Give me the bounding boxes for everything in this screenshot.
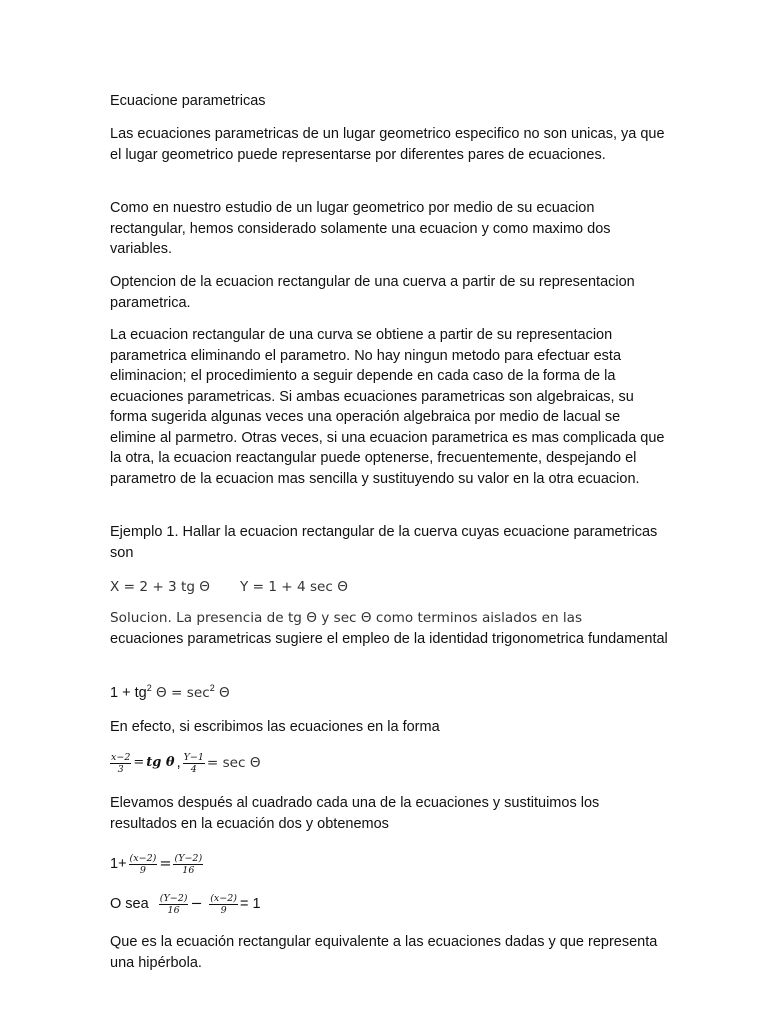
fraction: $\frac{(Y-2)}{16}$ (174, 852, 203, 876)
paragraph-rectangular: Como en nuestro estudio de un lugar geometrico por medio de su ecuacion rectangular, hemos considerado solamente una ecuacion y como maximo dos variables. (110, 200, 611, 257)
paragraph-intro: Las ecuaciones parametricas de un lugar geometrico especifico no son unicas, ya que el lugar geometrico puede representarse por diferentes pares de ecuaciones. (110, 126, 665, 163)
parametric-equations (110, 577, 670, 598)
paragraph-example: Ejemplo 1. Hallar la ecuacion rectangular de la cuerva cuyas ecuacione parametricas son (110, 524, 658, 561)
paragraph-heading-optencion: Optencion de la ecuacion rectangular de una cuerva a partir de su representacion parametrica. (110, 274, 635, 311)
solution-rest: ecuaciones parametricas sugiere el empleo de la identidad trigonometrica fundamental (110, 630, 668, 647)
fraction: $\frac{x-2}{3}$ (111, 751, 131, 775)
fraction: $\frac{Y-1}{4}$ (183, 751, 204, 775)
solution-first-line: Solucion. La presencia de tg Θ y sec Θ como terminos aislados en las (110, 610, 583, 626)
equation-hyperbola: O sea $\frac{(Y-2)}{16}$ − $\frac{(x-2)}{9}$ = 1 (110, 892, 261, 916)
trig-identity: $1 + tg^2$ $\Theta = \sec^2 \Theta$ (110, 683, 230, 701)
paragraph-solution (110, 608, 670, 649)
equation-x: X = 2 + 3 tg Θ (110, 579, 210, 595)
paragraph-form: En efecto, si escribimos las ecuaciones en la forma (110, 719, 440, 735)
equation-solved-form: $\frac{x-2}{3}$ = tg θ , $\frac{Y-1}{4}$ = sec Θ (111, 751, 261, 775)
fraction: $\frac{(x-2)}{9}$ (210, 892, 237, 916)
paragraph-square: Elevamos después al cuadrado cada una de la ecuaciones y sustituimos los resultados en la ecuación dos y obtenemos (110, 795, 600, 832)
fraction: $\frac{(x-2)}{9}$ (129, 852, 157, 876)
paragraph-conclusion: Que es la ecuación rectangular equivalente a las ecuaciones dadas y que representa una hipérbola. (110, 934, 658, 971)
doc-title: Ecuacione parametricas (110, 93, 266, 109)
equation-substituted: 1+ $\frac{(x-2)}{9}$ = $\frac{(Y-2)}{16}$ (110, 852, 203, 876)
paragraph-method: La ecuacion rectangular de una curva se obtiene a partir de su representacion parametrica eliminando el parametro. No hay ningun metodo para efectuar esta eliminacion; el procedimiento a seguir depende en cada caso de la forma de la ecuaciones parametricas. Si ambas ecuaciones parametricas son algebraicas, su forma sugerida algunas veces una operación algebraica por medio de lacual se elimine al parmetro. Otras veces, si una ecuacion parametrica es mas complicada que la otra, la ecuacion reactangular puede optenerse, frecuentemente, despejando el parametro de la ecuacion mas sencilla y sustituyendo su valor en la otra ecuacion. (110, 327, 665, 487)
fraction: $\frac{(Y-2)}{16}$ (159, 892, 188, 916)
equation-y: Y = 1 + 4 sec Θ (239, 579, 348, 595)
